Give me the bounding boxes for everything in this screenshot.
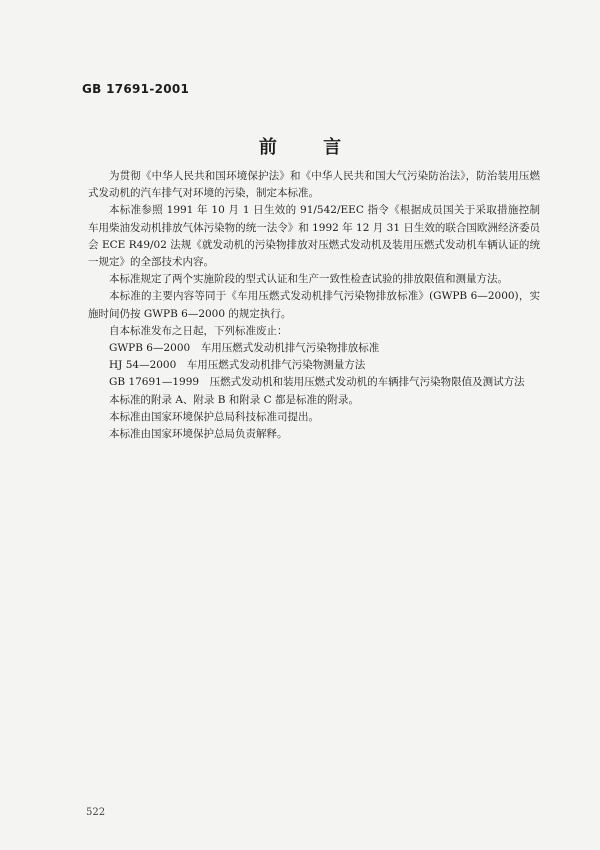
- paragraph: 本标准规定了两个实施阶段的型式认证和生产一致性检查试验的排放限值和测量方法。: [109, 273, 508, 286]
- paragraph: 自本标准发布之日起，下列标准废止：: [109, 324, 288, 337]
- abolished-standard-item: GWPB 6—2000 车用压燃式发动机排气污染物排放标准: [109, 342, 380, 355]
- standard-code: GB 17691-2001: [82, 82, 190, 96]
- paragraph: 本标准的附录 A、附录 B 和附录 C 都是标准的附录。: [109, 393, 360, 406]
- paragraph: 本标准的主要内容等同于《车用压燃式发动机排气污染物排放标准》(GWPB 6—2000)，实施时间仍按 GWPB 6—2000 的规定执行。: [88, 290, 540, 320]
- abolished-standard-item: GB 17691—1999 压燃式发动机和装用压燃式发动机的车辆排气污染物限值及测试方法: [109, 376, 525, 389]
- page-title: 前 言: [258, 137, 362, 158]
- paragraph: 为贯彻《中华人民共和国环境保护法》和《中华人民共和国大气污染防治法》，防治装用压燃式发动机的汽车排气对环境的污染，制定本标准。: [88, 170, 540, 200]
- document-body: [88, 168, 540, 443]
- abolished-standard-item: HJ 54—2000 车用压燃式发动机排气污染物测量方法: [109, 359, 366, 372]
- paragraph: 本标准参照 1991 年 10 月 1 日生效的 91/542/EEC 指令《根据成员国关于采取措施控制车用柴油发动机排放气体污染物的统一法令》和 1992 年 12 月 31 日生效的联合国欧洲经济委员会 ECE R49/02 法规《就发动机的污染物排放对压燃式发动机及装用压燃式发动机车辆认证的统一规定》的全部技术内容。: [88, 204, 540, 269]
- page-number: 522: [86, 807, 106, 818]
- paragraph: 本标准由国家环境保护总局科技标准司提出。: [109, 410, 319, 423]
- paragraph: 本标准由国家环境保护总局负责解释。: [109, 428, 288, 441]
